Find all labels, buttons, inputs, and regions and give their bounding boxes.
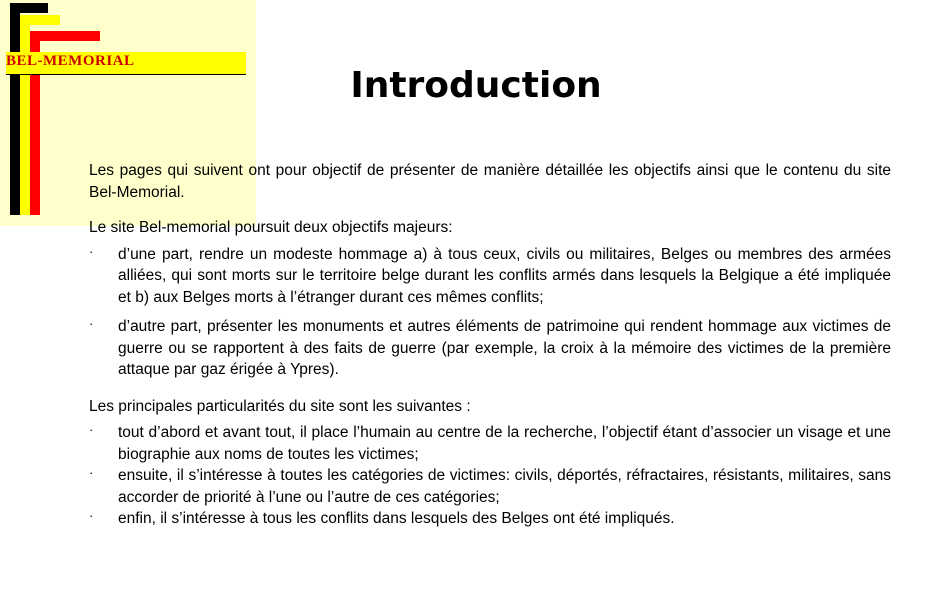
objectives-list (89, 244, 891, 381)
list-item: · d’autre part, présenter les monuments et autres éléments de patrimoine qui rendent hommage aux victimes de guerre ou se rapportent à des faits de guerre (par exemple, la croix à la mémoire des victimes de la première attaque par gaz érigée à Ypres). (89, 316, 891, 381)
list-item: · enfin, il s’intéresse à tous les conflits dans lesquels des Belges ont été impliqués. (89, 508, 891, 530)
page-title: Introduction (350, 65, 602, 106)
features-heading: Les principales particularités du site sont les suivantes : (89, 397, 471, 415)
logo-red-bar-top (30, 31, 100, 41)
list-item: · d’une part, rendre un modeste hommage a) à tous ceux, civils ou militaires, Belges ou membres des armées alliées, qui sont morts sur le territoire belge durant les conflits armés dans lesquels la Belgique a été impliquée et b) aux Belges morts à l’étranger durant ces mêmes conflits; (89, 244, 891, 309)
features-list (89, 422, 891, 530)
objectives-heading: Le site Bel-memorial poursuit deux objectifs majeurs: (89, 219, 453, 236)
logo-text: BEL-MEMORIAL (6, 53, 135, 69)
intro-paragraph: Les pages qui suivent ont pour objectif de présenter de manière détaillée les objectifs ainsi que le contenu du site Bel-Memorial. (89, 162, 891, 201)
list-item: · ensuite, il s’intéresse à toutes les catégories de victimes: civils, déportés, réfractaires, résistants, militaires, sans accorder de priorité à l’une ou l’autre de ces catégories; (89, 465, 891, 508)
logo-black-bar-vertical (10, 3, 20, 215)
document-body (89, 160, 891, 530)
logo-yellow-bar-vertical (20, 15, 30, 215)
list-item: · tout d’abord et avant tout, il place l’humain au centre de la recherche, l’objectif étant d’associer un visage et une biographie aux noms de toutes les victimes; (89, 422, 891, 465)
